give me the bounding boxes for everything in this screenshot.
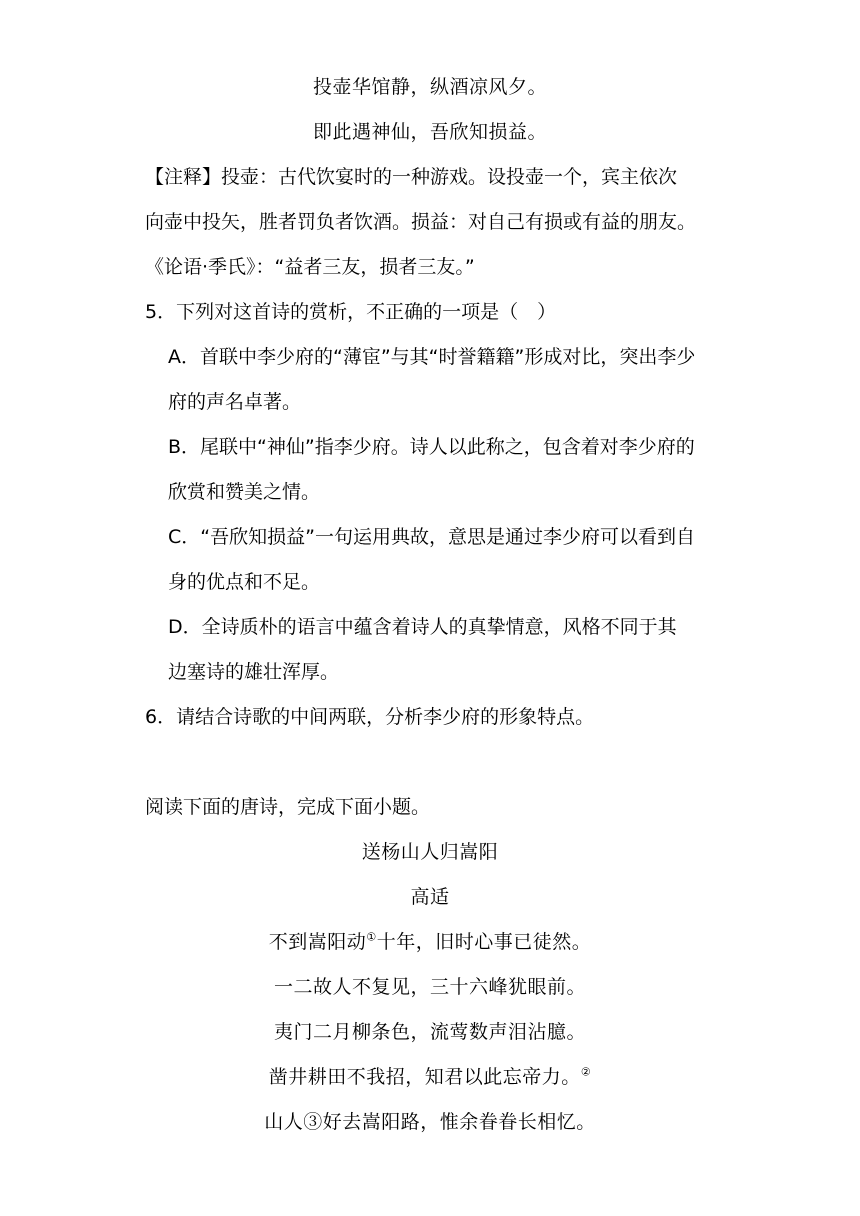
option-a-line-2: 府的声名卓著。 — [168, 391, 302, 413]
question-6-stem: 6．请结合诗歌的中间两联，分析李少府的形象特点。 — [145, 706, 595, 728]
poem2-line-4-text: 凿井耕田不我招，知君以此忘帝力。 — [268, 1066, 581, 1088]
section-intro: 阅读下面的唐诗，完成下面小题。 — [145, 796, 431, 818]
poem2-line-4 — [0, 1063, 860, 1091]
option-b-line-1: B．尾联中“神仙”指李少府。诗人以此称之，包含着对李少府的 — [168, 436, 695, 458]
footnote-marker-2: ② — [580, 1065, 592, 1079]
annotation-line-2: 向壶中投矢，胜者罚负者饮酒。损益：对自己有损或有益的朋友。 — [145, 211, 697, 233]
poem2-title: 送杨山人归嵩阳 — [361, 841, 499, 863]
poem2-line-2: 一二故人不复见，三十六峰犹眼前。 — [273, 976, 586, 998]
question-5-stem: 5．下列对这首诗的赏析，不正确的一项是（ ） — [145, 301, 557, 323]
option-c-line-2: 身的优点和不足。 — [168, 571, 321, 593]
annotation-line-3: 《论语·季氏》：“益者三友，损者三友。” — [145, 256, 475, 278]
option-d-line-2: 边塞诗的雄壮浑厚。 — [168, 661, 340, 683]
option-d-line-1: D．全诗质朴的语言中蕴含着诗人的真挚情意，风格不同于其 — [168, 616, 677, 638]
annotation-line-1: 【注释】投壶：古代饮宴时的一种游戏。设投壶一个，宾主依次 — [145, 166, 678, 188]
option-c-line-1: C．“吾欣知损益”一句运用典故，意思是通过李少府可以看到自 — [168, 526, 695, 548]
poem2-line-3: 夷门二月柳条色，流莺数声泪沾臆。 — [273, 1021, 586, 1043]
poem2-line-1 — [0, 928, 860, 956]
option-b-line-2: 欣赏和赞美之情。 — [168, 481, 321, 503]
poem1-line-1: 投壶华馆静，纵酒凉风夕。 — [312, 76, 547, 98]
option-a-line-1: A．首联中李少府的“薄宦”与其“时誉籍籍”形成对比，突出李少 — [168, 346, 696, 368]
poem2-line-1-part-b: 十年，旧时心事已徒然。 — [376, 931, 592, 953]
footnote-marker-1: ① — [366, 930, 377, 944]
poem2-author: 高适 — [410, 886, 450, 908]
poem2-line-1-part-a: 不到嵩阳动 — [268, 931, 367, 953]
poem1-line-2: 即此遇神仙，吾欣知损益。 — [312, 121, 547, 143]
poem2-line-5: 山人③好去嵩阳路，惟余眷眷长相忆。 — [264, 1111, 596, 1133]
